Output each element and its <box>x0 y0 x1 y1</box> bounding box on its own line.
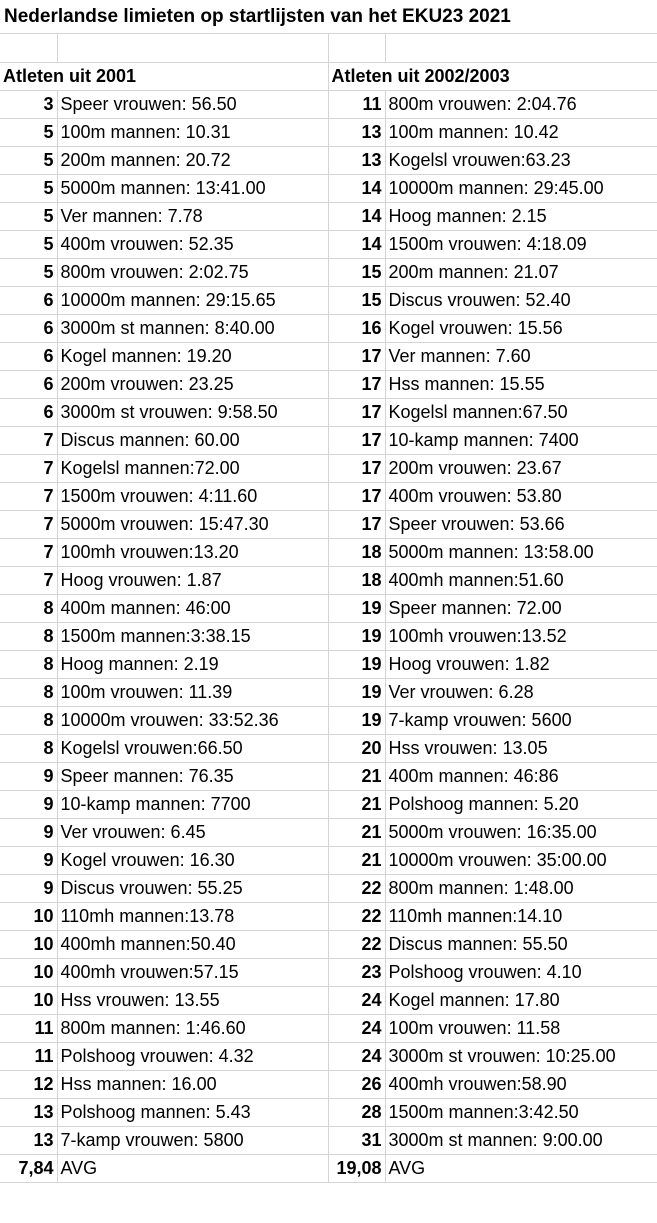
limit-2002-cell[interactable]: 400mh vrouwen:58.90 <box>385 1070 657 1098</box>
rank-2001-cell[interactable]: 6 <box>0 286 57 314</box>
limit-2002-cell[interactable]: Ver vrouwen: 6.28 <box>385 678 657 706</box>
table-row <box>0 902 657 930</box>
table-row <box>0 146 657 174</box>
rank-2001-cell[interactable]: 11 <box>0 1014 57 1042</box>
rank-2001-cell[interactable]: 10 <box>0 930 57 958</box>
table-row <box>0 818 657 846</box>
limit-2001-cell[interactable]: 800m mannen: 1:46.60 <box>57 1014 328 1042</box>
table-row <box>0 706 657 734</box>
limit-2002-cell[interactable]: Discus vrouwen: 52.40 <box>385 286 657 314</box>
limit-2001-cell[interactable]: Kogelsl mannen:72.00 <box>57 454 328 482</box>
limit-2002-cell[interactable]: Discus mannen: 55.50 <box>385 930 657 958</box>
blank-cell[interactable] <box>328 34 385 62</box>
table-row <box>0 594 657 622</box>
table-row <box>0 650 657 678</box>
limit-2001-cell[interactable]: Ver mannen: 7.78 <box>57 202 328 230</box>
limit-2001-cell[interactable]: 10-kamp mannen: 7700 <box>57 790 328 818</box>
rank-2002-cell[interactable]: 15 <box>328 286 385 314</box>
limit-2002-cell[interactable]: 3000m st vrouwen: 10:25.00 <box>385 1042 657 1070</box>
rank-2001-cell[interactable]: 7,84 <box>0 1154 57 1182</box>
table-row <box>0 734 657 762</box>
limit-2002-cell[interactable]: 800m mannen: 1:48.00 <box>385 874 657 902</box>
rank-2002-cell[interactable]: 19 <box>328 622 385 650</box>
rank-2001-cell[interactable]: 6 <box>0 342 57 370</box>
table-row <box>0 90 657 118</box>
limit-2002-cell[interactable]: 10000m vrouwen: 35:00.00 <box>385 846 657 874</box>
table-row <box>0 258 657 286</box>
limit-2002-cell[interactable]: Hss mannen: 15.55 <box>385 370 657 398</box>
table-row <box>0 790 657 818</box>
limit-2002-cell[interactable]: AVG <box>385 1154 657 1182</box>
rank-2001-cell[interactable]: 10 <box>0 902 57 930</box>
limit-2002-cell[interactable]: Kogelsl mannen:67.50 <box>385 398 657 426</box>
limit-2001-cell[interactable]: 100mh vrouwen:13.20 <box>57 538 328 566</box>
table-row <box>0 622 657 650</box>
rank-2002-cell[interactable]: 17 <box>328 482 385 510</box>
limit-2001-cell[interactable]: 10000m vrouwen: 33:52.36 <box>57 706 328 734</box>
limit-2002-cell[interactable]: Polshoog mannen: 5.20 <box>385 790 657 818</box>
rank-2002-cell[interactable]: 31 <box>328 1126 385 1154</box>
rank-2001-cell[interactable]: 7 <box>0 482 57 510</box>
limit-2001-cell[interactable]: 3000m st vrouwen: 9:58.50 <box>57 398 328 426</box>
table-row <box>0 986 657 1014</box>
table-row <box>0 846 657 874</box>
table-row <box>0 1014 657 1042</box>
table-row <box>0 342 657 370</box>
limit-2002-cell[interactable]: 100m vrouwen: 11.58 <box>385 1014 657 1042</box>
limit-2001-cell[interactable]: 5000m vrouwen: 15:47.30 <box>57 510 328 538</box>
rank-2001-cell[interactable]: 10 <box>0 958 57 986</box>
limit-2002-cell[interactable]: 10-kamp mannen: 7400 <box>385 426 657 454</box>
table-row <box>0 1042 657 1070</box>
limit-2001-cell[interactable]: Speer mannen: 76.35 <box>57 762 328 790</box>
limit-2002-cell[interactable]: 400mh mannen:51.60 <box>385 566 657 594</box>
limit-2001-cell[interactable]: Speer vrouwen: 56.50 <box>57 90 328 118</box>
limit-2002-cell[interactable]: Hss vrouwen: 13.05 <box>385 734 657 762</box>
avg-row <box>0 1154 657 1182</box>
limit-2002-cell[interactable]: Speer vrouwen: 53.66 <box>385 510 657 538</box>
table-row <box>0 286 657 314</box>
rank-2001-cell[interactable]: 7 <box>0 454 57 482</box>
table-row <box>0 314 657 342</box>
limit-2002-cell[interactable]: Hoog mannen: 2.15 <box>385 202 657 230</box>
rank-2001-cell[interactable]: 13 <box>0 1126 57 1154</box>
limit-2001-cell[interactable]: 100m mannen: 10.31 <box>57 118 328 146</box>
rank-2001-cell[interactable]: 5 <box>0 146 57 174</box>
rank-2002-cell[interactable]: 14 <box>328 202 385 230</box>
rank-2002-cell[interactable]: 17 <box>328 454 385 482</box>
table-row <box>0 538 657 566</box>
rank-2002-cell[interactable]: 24 <box>328 986 385 1014</box>
rank-2002-cell[interactable]: 18 <box>328 566 385 594</box>
rank-2002-cell[interactable]: 19 <box>328 650 385 678</box>
blank-cell[interactable] <box>0 34 57 62</box>
limit-2002-cell[interactable]: 100mh vrouwen:13.52 <box>385 622 657 650</box>
rank-2001-cell[interactable]: 10 <box>0 986 57 1014</box>
rank-2001-cell[interactable]: 13 <box>0 1098 57 1126</box>
rank-2002-cell[interactable]: 17 <box>328 426 385 454</box>
table-row <box>0 1126 657 1154</box>
rank-2002-cell[interactable]: 17 <box>328 342 385 370</box>
limit-2001-cell[interactable]: 3000m st mannen: 8:40.00 <box>57 314 328 342</box>
limit-2001-cell[interactable]: Hoog mannen: 2.19 <box>57 650 328 678</box>
rank-2001-cell[interactable]: 6 <box>0 314 57 342</box>
rank-2001-cell[interactable]: 9 <box>0 818 57 846</box>
limit-2001-cell[interactable]: 1500m vrouwen: 4:11.60 <box>57 482 328 510</box>
limit-2002-cell[interactable]: 3000m st mannen: 9:00.00 <box>385 1126 657 1154</box>
rank-2001-cell[interactable]: 7 <box>0 426 57 454</box>
rank-2002-cell[interactable]: 18 <box>328 538 385 566</box>
rank-2002-cell[interactable]: 21 <box>328 846 385 874</box>
limit-2001-cell[interactable]: 1500m mannen:3:38.15 <box>57 622 328 650</box>
limit-2002-cell[interactable]: 200m vrouwen: 23.67 <box>385 454 657 482</box>
limit-2001-cell[interactable]: 400m vrouwen: 52.35 <box>57 230 328 258</box>
blank-row <box>0 34 657 62</box>
limit-2001-cell[interactable]: Kogelsl vrouwen:66.50 <box>57 734 328 762</box>
limit-2002-cell[interactable]: 400m mannen: 46:86 <box>385 762 657 790</box>
limit-2001-cell[interactable]: 10000m mannen: 29:15.65 <box>57 286 328 314</box>
rank-2002-cell[interactable]: 21 <box>328 790 385 818</box>
table-row <box>0 174 657 202</box>
rank-2002-cell[interactable]: 13 <box>328 146 385 174</box>
limit-2002-cell[interactable]: 800m vrouwen: 2:04.76 <box>385 90 657 118</box>
limit-2001-cell[interactable]: Ver vrouwen: 6.45 <box>57 818 328 846</box>
rank-2002-cell[interactable]: 16 <box>328 314 385 342</box>
table-row <box>0 762 657 790</box>
table-row <box>0 426 657 454</box>
limit-2002-cell[interactable]: 110mh mannen:14.10 <box>385 902 657 930</box>
table-row <box>0 566 657 594</box>
rank-2002-cell[interactable]: 11 <box>328 90 385 118</box>
rank-2001-cell[interactable]: 7 <box>0 566 57 594</box>
rank-2002-cell[interactable]: 28 <box>328 1098 385 1126</box>
rank-2002-cell[interactable]: 20 <box>328 734 385 762</box>
header-2002-2003[interactable]: Atleten uit 2002/2003 <box>328 62 657 90</box>
table-row <box>0 930 657 958</box>
rank-2002-cell[interactable]: 19 <box>328 678 385 706</box>
limit-2001-cell[interactable]: Polshoog mannen: 5.43 <box>57 1098 328 1126</box>
limit-2002-cell[interactable]: 7-kamp vrouwen: 5600 <box>385 706 657 734</box>
rank-2002-cell[interactable]: 14 <box>328 174 385 202</box>
rank-2001-cell[interactable]: 8 <box>0 706 57 734</box>
rank-2001-cell[interactable]: 5 <box>0 118 57 146</box>
rank-2001-cell[interactable]: 8 <box>0 594 57 622</box>
rank-2002-cell[interactable]: 22 <box>328 874 385 902</box>
limit-2001-cell[interactable]: 5000m mannen: 13:41.00 <box>57 174 328 202</box>
rank-2001-cell[interactable]: 11 <box>0 1042 57 1070</box>
limit-2001-cell[interactable]: 7-kamp vrouwen: 5800 <box>57 1126 328 1154</box>
limit-2002-cell[interactable]: Polshoog vrouwen: 4.10 <box>385 958 657 986</box>
blank-cell[interactable] <box>385 34 657 62</box>
limit-2001-cell[interactable]: 400mh vrouwen:57.15 <box>57 958 328 986</box>
table-row <box>0 454 657 482</box>
rank-2001-cell[interactable]: 5 <box>0 258 57 286</box>
limit-2001-cell[interactable]: 100m vrouwen: 11.39 <box>57 678 328 706</box>
rank-2001-cell[interactable]: 5 <box>0 202 57 230</box>
table-row <box>0 874 657 902</box>
limit-2001-cell[interactable]: 400mh mannen:50.40 <box>57 930 328 958</box>
rank-2002-cell[interactable]: 17 <box>328 370 385 398</box>
rank-2001-cell[interactable]: 5 <box>0 230 57 258</box>
rank-2001-cell[interactable]: 6 <box>0 370 57 398</box>
limit-2001-cell[interactable]: Kogel vrouwen: 16.30 <box>57 846 328 874</box>
rank-2002-cell[interactable]: 19,08 <box>328 1154 385 1182</box>
limit-2001-cell[interactable]: Hoog vrouwen: 1.87 <box>57 566 328 594</box>
rank-2001-cell[interactable]: 9 <box>0 846 57 874</box>
limit-2001-cell[interactable]: Hss vrouwen: 13.55 <box>57 986 328 1014</box>
rank-2002-cell[interactable]: 21 <box>328 818 385 846</box>
limit-2002-cell[interactable]: 1500m vrouwen: 4:18.09 <box>385 230 657 258</box>
header-row <box>0 62 657 90</box>
table-row <box>0 482 657 510</box>
limit-2002-cell[interactable]: 1500m mannen:3:42.50 <box>385 1098 657 1126</box>
limit-2001-cell[interactable]: 200m vrouwen: 23.25 <box>57 370 328 398</box>
rank-2002-cell[interactable]: 21 <box>328 762 385 790</box>
rank-2002-cell[interactable]: 22 <box>328 902 385 930</box>
rank-2002-cell[interactable]: 22 <box>328 930 385 958</box>
limit-2002-cell[interactable]: Kogel vrouwen: 15.56 <box>385 314 657 342</box>
limit-2002-cell[interactable]: Kogelsl vrouwen:63.23 <box>385 146 657 174</box>
rank-2002-cell[interactable]: 19 <box>328 594 385 622</box>
limit-2001-cell[interactable]: 800m vrouwen: 2:02.75 <box>57 258 328 286</box>
rank-2002-cell[interactable]: 24 <box>328 1014 385 1042</box>
rank-2001-cell[interactable]: 12 <box>0 1070 57 1098</box>
limit-2001-cell[interactable]: 400m mannen: 46:00 <box>57 594 328 622</box>
rank-2001-cell[interactable]: 9 <box>0 874 57 902</box>
rank-2001-cell[interactable]: 8 <box>0 678 57 706</box>
limit-2002-cell[interactable]: Hoog vrouwen: 1.82 <box>385 650 657 678</box>
table-row <box>0 230 657 258</box>
limits-table <box>0 34 657 1183</box>
rank-2001-cell[interactable]: 8 <box>0 734 57 762</box>
rank-2001-cell[interactable]: 9 <box>0 762 57 790</box>
rank-2002-cell[interactable]: 17 <box>328 510 385 538</box>
limit-2002-cell[interactable]: Speer mannen: 72.00 <box>385 594 657 622</box>
rank-2001-cell[interactable]: 7 <box>0 510 57 538</box>
rank-2001-cell[interactable]: 8 <box>0 650 57 678</box>
table-row <box>0 1098 657 1126</box>
rank-2002-cell[interactable]: 14 <box>328 230 385 258</box>
table-row <box>0 510 657 538</box>
table-row <box>0 958 657 986</box>
rank-2001-cell[interactable]: 9 <box>0 790 57 818</box>
limit-2001-cell[interactable]: Discus mannen: 60.00 <box>57 426 328 454</box>
limit-2001-cell[interactable]: Discus vrouwen: 55.25 <box>57 874 328 902</box>
table-row <box>0 678 657 706</box>
rank-2001-cell[interactable]: 6 <box>0 398 57 426</box>
rank-2002-cell[interactable]: 13 <box>328 118 385 146</box>
limit-2002-cell[interactable]: 5000m mannen: 13:58.00 <box>385 538 657 566</box>
rank-2001-cell[interactable]: 8 <box>0 622 57 650</box>
limit-2001-cell[interactable]: AVG <box>57 1154 328 1182</box>
limit-2002-cell[interactable]: Ver mannen: 7.60 <box>385 342 657 370</box>
rank-2002-cell[interactable]: 26 <box>328 1070 385 1098</box>
rank-2001-cell[interactable]: 5 <box>0 174 57 202</box>
limit-2002-cell[interactable]: 100m mannen: 10.42 <box>385 118 657 146</box>
limit-2001-cell[interactable]: 110mh mannen:13.78 <box>57 902 328 930</box>
table-row <box>0 118 657 146</box>
sheet-title: Nederlandse limieten op startlijsten van het EKU23 2021 <box>0 0 657 34</box>
limit-2002-cell[interactable]: 200m mannen: 21.07 <box>385 258 657 286</box>
table-row <box>0 202 657 230</box>
header-2001[interactable]: Atleten uit 2001 <box>0 62 328 90</box>
rank-2001-cell[interactable]: 3 <box>0 90 57 118</box>
limit-2001-cell[interactable]: Kogel mannen: 19.20 <box>57 342 328 370</box>
limit-2002-cell[interactable]: 5000m vrouwen: 16:35.00 <box>385 818 657 846</box>
limit-2002-cell[interactable]: 400m vrouwen: 53.80 <box>385 482 657 510</box>
blank-cell[interactable] <box>57 34 328 62</box>
table-row <box>0 370 657 398</box>
limit-2002-cell[interactable]: 10000m mannen: 29:45.00 <box>385 174 657 202</box>
rank-2002-cell[interactable]: 23 <box>328 958 385 986</box>
limit-2001-cell[interactable]: Hss mannen: 16.00 <box>57 1070 328 1098</box>
rank-2002-cell[interactable]: 24 <box>328 1042 385 1070</box>
limit-2001-cell[interactable]: 200m mannen: 20.72 <box>57 146 328 174</box>
table-row <box>0 1070 657 1098</box>
rank-2001-cell[interactable]: 7 <box>0 538 57 566</box>
limit-2002-cell[interactable]: Kogel mannen: 17.80 <box>385 986 657 1014</box>
rank-2002-cell[interactable]: 15 <box>328 258 385 286</box>
table-row <box>0 398 657 426</box>
rank-2002-cell[interactable]: 19 <box>328 706 385 734</box>
limit-2001-cell[interactable]: Polshoog vrouwen: 4.32 <box>57 1042 328 1070</box>
rank-2002-cell[interactable]: 17 <box>328 398 385 426</box>
